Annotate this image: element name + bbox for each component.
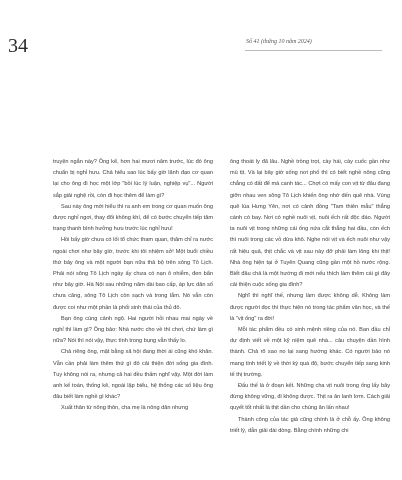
paragraph: Thành công của tác giả cũng chính là ở chỗ ấy. Ông không triết lý, dẫn giải dài dòng. Bằng chính những chi — [230, 416, 390, 434]
issue-info: Số 41 (thứng 10 năm 2024) — [246, 39, 312, 45]
paragraph: Chả riêng ông, mặt bằng xã hội đang thời ái cũng khó khăn. Vẫn cần phải làm thêm thứ gì đó cải thiện đời sống gia đình. Tuy không nói ra, nhưng cả hai đều thấm nghĩ vậy. Một đời làm anh kế toán, thống kê, ngoài lập biểu, hệ thống các số liệu ông đâu biết làm nghề gì khác? — [53, 349, 213, 401]
paragraph: Bạn ông cùng cảnh ngộ. Hai người hỏi nhau mai ngày về nghỉ thì làm gì? Ông bảo: Nhà nước cho về thì chơi, chứ làm gì nữa? Nói thì nói vậy, thực tình trong bụng vẫn thấy lo. — [53, 315, 213, 345]
paragraph: Hồi bấy giờ chưa có lối tổ chức tham quan, thăm chỉ ra nước ngoài chơi như bây giờ, trước khi tôi nhiệm sở! Một buổi chiều thứ bảy ông và một người bạn nữa thả bộ trên sông Tô Lịch. Phải nói sông Tô Lịch ngày ấy chưa có nạn ô nhiễm, đen bẩn như bây giờ. Hà Nội sau những năm dài bao cấp, áp lực dân số chưa căng, sông Tô Lịch còn sạch và trong lắm. Nó vẫn còn được coi như một phần là phối sinh thái của thủ đô. — [53, 237, 213, 311]
paragraph: Mỗi tác phẩm đều có sinh mệnh riêng của nó. Ban đầu chỉ dự định viết về một kỹ niệm quê nhà... câu chuyện dần hình thành. Chả rõ sao no lại sang hướng khác. Có người bảo nó mang tính triết lý về thời kỳ quá độ, bước chuyển tiếp sang kinh tế thị trường. — [230, 327, 390, 378]
header-rule — [245, 50, 382, 51]
right-text-column — [230, 157, 390, 437]
paragraph: Xuất thân từ nông thôn, cha mẹ là nông dân nhưng — [61, 405, 189, 412]
page-number: 34 — [8, 35, 28, 57]
paragraph: Nghĩ thì nghĩ thế, nhưng làm được không dễ. Không làm được người đọc thì thực hiện nó trong tác phẩm văn học, và thế là "vịt ống" ra đời! — [230, 293, 390, 322]
paragraph: Sau này ông mới hiểu thì ra anh em trong cơ quan muốn ông được nghỉ ngơi, thay đổi không khí, để có bước chuyển tiếp tâm trạng thanh bình hưởng hưu trước lúc nghỉ hưu! — [53, 203, 213, 233]
paragraph: ông thoát ly đã lâu. Nghề trồng trọt, cày hái, cày cuốc gần như mù tịt. Và lại bây giờ sống nơi phố thì có biết nghề nông cũng chẳng có đất để mà canh tác... Chợt có mấy con vịt từ đâu đang giỡn nhau ven sông Tô Lịch khiến ông nhớ đến quê nhà. Vùng quê lúa Hưng Yên, nơi có cảnh đồng "Tam thiên mẫu" thẳng cánh cò bay. Nơi có nghề nuôi vịt, nuôi ếch rất độc đáo. Người ta nuôi vịt trong những cái ống nứa cắt thẳng hai đầu, còn ếch thì nuôi trong các vỏ dừa khô. Nghe nói vịt và ếch nuôi như vậy rất hiệu quả, thịt chắc và vịt sau này đỡ phải làm lông khi thịt! Nhà ông hiện tại ở Tuyên Quang cũng gần một hồ nước rộng. Biết đâu chả là một hướng đi mới nếu thích làm thêm cái gì đây cải thiện cuộc sống gia đình? — [230, 159, 390, 289]
paragraph: Đấu thế là ở đoạn kết. Những cha vịt nuôi trong ống lấy bây đừng không vững, đi không được. Thịt ra ăn lanh lơm. Cách giải quyết tốt nhất là thịt dần cho chúng ăn lấn nhau! — [230, 383, 390, 412]
paragraph: truyện ngắn này? Ông kể, hơn hai mươi năm trước, lúc đó ông chuẩn bị nghỉ hưu. Chả hiểu sao lúc bấy giờ lãnh đạo cơ quan lại cho ông đi học một lớp "bồi lúc lý luận, nghiệp vụ"... Người sắp giải nghệ rồi, còn đi học thêm để làm gì? — [53, 159, 213, 199]
left-text-column — [53, 157, 213, 415]
